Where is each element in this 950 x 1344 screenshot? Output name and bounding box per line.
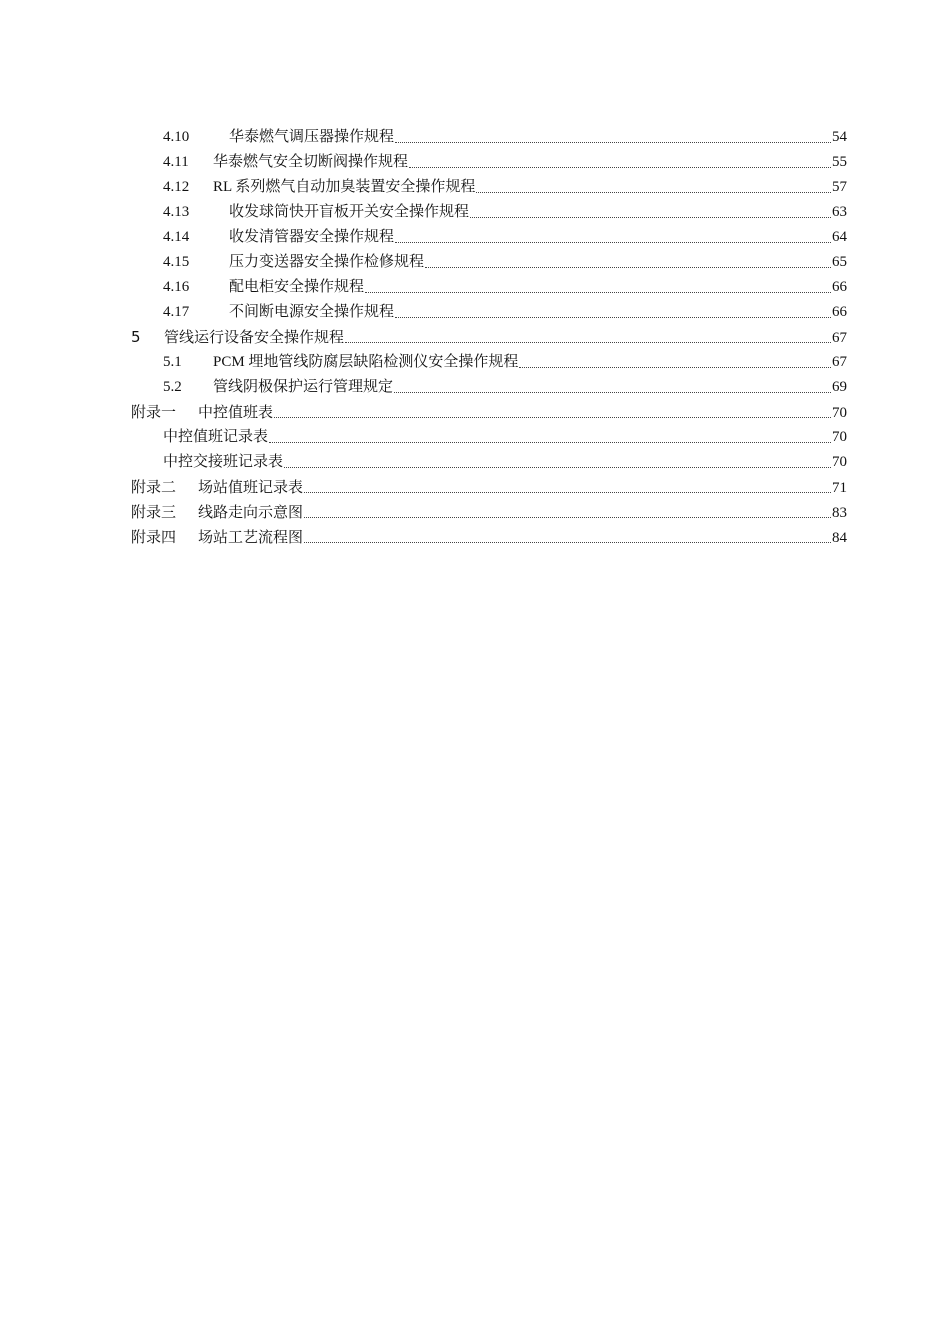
toc-entry-title: 不间断电源安全操作规程 bbox=[229, 304, 395, 320]
toc-entry-page: 57 bbox=[832, 179, 847, 195]
toc-entry-page: 69 bbox=[832, 379, 847, 395]
toc-entry-appendix-1-sub-1[interactable] bbox=[131, 425, 847, 450]
toc-entry-appendix-1-sub-2[interactable] bbox=[131, 450, 847, 475]
toc-entry-page: 70 bbox=[832, 454, 847, 470]
toc-entry-page: 64 bbox=[832, 229, 847, 245]
toc-entry-page: 66 bbox=[832, 279, 847, 295]
dot-leader bbox=[345, 342, 831, 343]
dot-leader bbox=[274, 417, 831, 418]
dot-leader bbox=[304, 542, 831, 543]
toc-entry-4-13[interactable] bbox=[131, 200, 847, 225]
dot-leader bbox=[476, 192, 831, 193]
toc-entry-page: 71 bbox=[832, 480, 847, 496]
toc-entry-appendix-3[interactable] bbox=[131, 500, 847, 525]
toc-entry-page: 66 bbox=[832, 304, 847, 320]
toc-entry-number: 5.1 bbox=[163, 354, 182, 370]
toc-entry-page: 55 bbox=[832, 154, 847, 170]
toc-entry-number: 5.2 bbox=[163, 379, 182, 395]
toc-entry-4-14[interactable] bbox=[131, 225, 847, 250]
dot-leader bbox=[284, 467, 831, 468]
toc-entry-title: 场站工艺流程图 bbox=[198, 528, 304, 546]
toc-entry-4-17[interactable] bbox=[131, 300, 847, 325]
toc-entry-page: 70 bbox=[832, 429, 847, 445]
toc-entry-title: 收发清管器安全操作规程 bbox=[229, 229, 395, 245]
toc-entry-number: 附录三 bbox=[131, 503, 177, 521]
toc-entry-page: 84 bbox=[832, 530, 847, 546]
toc-entry-title: RL 系列燃气自动加臭装置安全操作规程 bbox=[213, 179, 476, 195]
toc-entry-page: 65 bbox=[832, 254, 847, 270]
dot-leader bbox=[304, 492, 831, 493]
toc-entry-4-12[interactable] bbox=[131, 175, 847, 200]
toc-entry-title: 线路走向示意图 bbox=[198, 503, 304, 521]
toc-entry-page: 67 bbox=[832, 354, 847, 370]
toc-entry-4-15[interactable] bbox=[131, 250, 847, 275]
dot-leader bbox=[425, 267, 831, 268]
toc-entry-4-16[interactable] bbox=[131, 275, 847, 300]
dot-leader bbox=[365, 292, 831, 293]
toc-entry-4-11[interactable] bbox=[131, 150, 847, 175]
toc-entry-page: 83 bbox=[832, 505, 847, 521]
toc-entry-title: 配电柜安全操作规程 bbox=[229, 279, 365, 295]
dot-leader bbox=[519, 367, 831, 368]
toc-entry-title: 收发球筒快开盲板开关安全操作规程 bbox=[229, 204, 470, 220]
dot-leader bbox=[409, 167, 831, 168]
toc-entry-title: 中控值班记录表 bbox=[163, 429, 269, 445]
toc-entry-number: 附录一 bbox=[131, 403, 177, 421]
dot-leader bbox=[394, 392, 831, 393]
table-of-contents bbox=[131, 125, 847, 550]
toc-entry-title: 场站值班记录表 bbox=[198, 478, 304, 496]
dot-leader bbox=[395, 142, 831, 143]
toc-entry-number: 4.13 bbox=[163, 204, 190, 220]
dot-leader bbox=[395, 242, 831, 243]
toc-entry-number: 4.12 bbox=[163, 179, 190, 195]
toc-entry-5[interactable] bbox=[131, 325, 847, 350]
toc-entry-title: 管线运行设备安全操作规程 bbox=[164, 328, 345, 346]
dot-leader bbox=[269, 442, 831, 443]
toc-entry-appendix-1[interactable] bbox=[131, 400, 847, 425]
toc-entry-4-10[interactable] bbox=[131, 125, 847, 150]
dot-leader bbox=[470, 217, 831, 218]
toc-entry-title: PCM 埋地管线防腐层缺陷检测仪安全操作规程 bbox=[213, 354, 519, 370]
toc-entry-title: 华泰燃气安全切断阀操作规程 bbox=[213, 154, 409, 170]
toc-entry-number: 4.17 bbox=[163, 304, 190, 320]
toc-entry-title: 中控交接班记录表 bbox=[163, 454, 284, 470]
toc-entry-title: 压力变送器安全操作检修规程 bbox=[229, 254, 425, 270]
toc-entry-page: 63 bbox=[832, 204, 847, 220]
toc-entry-number: 4.10 bbox=[163, 129, 190, 145]
toc-entry-title: 中控值班表 bbox=[198, 403, 274, 421]
toc-entry-page: 54 bbox=[832, 129, 847, 145]
toc-entry-title: 华泰燃气调压器操作规程 bbox=[229, 129, 395, 145]
toc-entry-number: 附录二 bbox=[131, 478, 177, 496]
toc-entry-title: 管线阴极保护运行管理规定 bbox=[213, 379, 394, 395]
toc-entry-5-1[interactable] bbox=[131, 350, 847, 375]
toc-entry-number: 4.14 bbox=[163, 229, 190, 245]
dot-leader bbox=[395, 317, 831, 318]
toc-entry-number: 4.11 bbox=[163, 154, 189, 170]
toc-entry-number: 附录四 bbox=[131, 528, 177, 546]
toc-entry-page: 70 bbox=[832, 405, 847, 421]
toc-entry-number: 4.15 bbox=[163, 254, 190, 270]
toc-entry-appendix-4[interactable] bbox=[131, 525, 847, 550]
dot-leader bbox=[304, 517, 831, 518]
toc-entry-page: 67 bbox=[832, 330, 847, 346]
toc-entry-appendix-2[interactable] bbox=[131, 475, 847, 500]
toc-entry-number: 4.16 bbox=[163, 279, 190, 295]
toc-entry-number: 5 bbox=[131, 328, 141, 346]
toc-entry-5-2[interactable] bbox=[131, 375, 847, 400]
